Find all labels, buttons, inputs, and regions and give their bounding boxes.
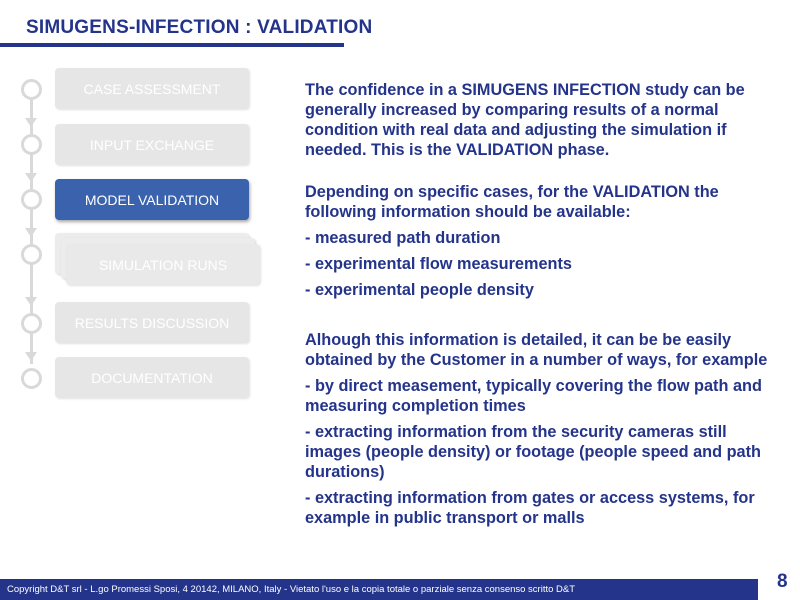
step-node-model-validation — [21, 189, 42, 210]
customer-item: - extracting information from gates or access systems, for example in public transport or malls — [305, 489, 755, 527]
down-arrow-icon — [25, 352, 37, 361]
step-model-validation[interactable]: MODEL VALIDATION — [55, 179, 249, 220]
step-node-input-exchange — [21, 134, 42, 155]
footer-copyright-bar: Copyright D&T srl - L.go Promessi Sposi, 4 20142, MILANO, Italy - Vietato l'uso e la copia totale o parziale senza consenso scritto D&T — [0, 579, 758, 600]
step-node-documentation — [21, 368, 42, 389]
page-title: SIMUGENS-INFECTION : VALIDATION — [26, 17, 373, 38]
step-case-assessment[interactable]: CASE ASSESSMENT — [55, 68, 249, 109]
step-results-discussion[interactable]: RESULTS DISCUSSION — [55, 302, 249, 343]
step-node-simulation-runs — [21, 244, 42, 265]
down-arrow-icon — [25, 173, 37, 182]
page-number: 8 — [777, 571, 788, 592]
content-text — [305, 80, 775, 528]
down-arrow-icon — [25, 297, 37, 306]
customer-item: - extracting information from the security cameras still images (people density) or footage (people speed and path durations) — [305, 423, 761, 481]
step-node-case-assessment — [21, 79, 42, 100]
intro-paragraph: The confidence in a SIMUGENS INFECTION study can be generally increased by comparing results of a normal condition with real data and adjusting the simulation if needed. This is the VALIDATION phase. — [305, 81, 745, 159]
step-simulation-runs[interactable]: SIMULATION RUNS — [66, 244, 260, 285]
customer-item: - by direct measement, typically covering the flow path and measuring completion times — [305, 377, 762, 415]
title-underline — [0, 43, 344, 47]
availability-item: - measured path duration — [305, 229, 501, 247]
availability-heading: Depending on specific cases, for the VALIDATION the following information should be available: — [305, 183, 719, 221]
availability-item: - experimental flow measurements — [305, 255, 572, 273]
availability-item: - experimental people density — [305, 281, 534, 299]
customer-heading: Alhough this information is detailed, it can be be easily obtained by the Customer in a number of ways, for example — [305, 331, 768, 369]
down-arrow-icon — [25, 228, 37, 237]
step-input-exchange[interactable]: INPUT EXCHANGE — [55, 124, 249, 165]
step-node-results-discussion — [21, 313, 42, 334]
down-arrow-icon — [25, 118, 37, 127]
step-documentation[interactable]: DOCUMENTATION — [55, 357, 249, 398]
